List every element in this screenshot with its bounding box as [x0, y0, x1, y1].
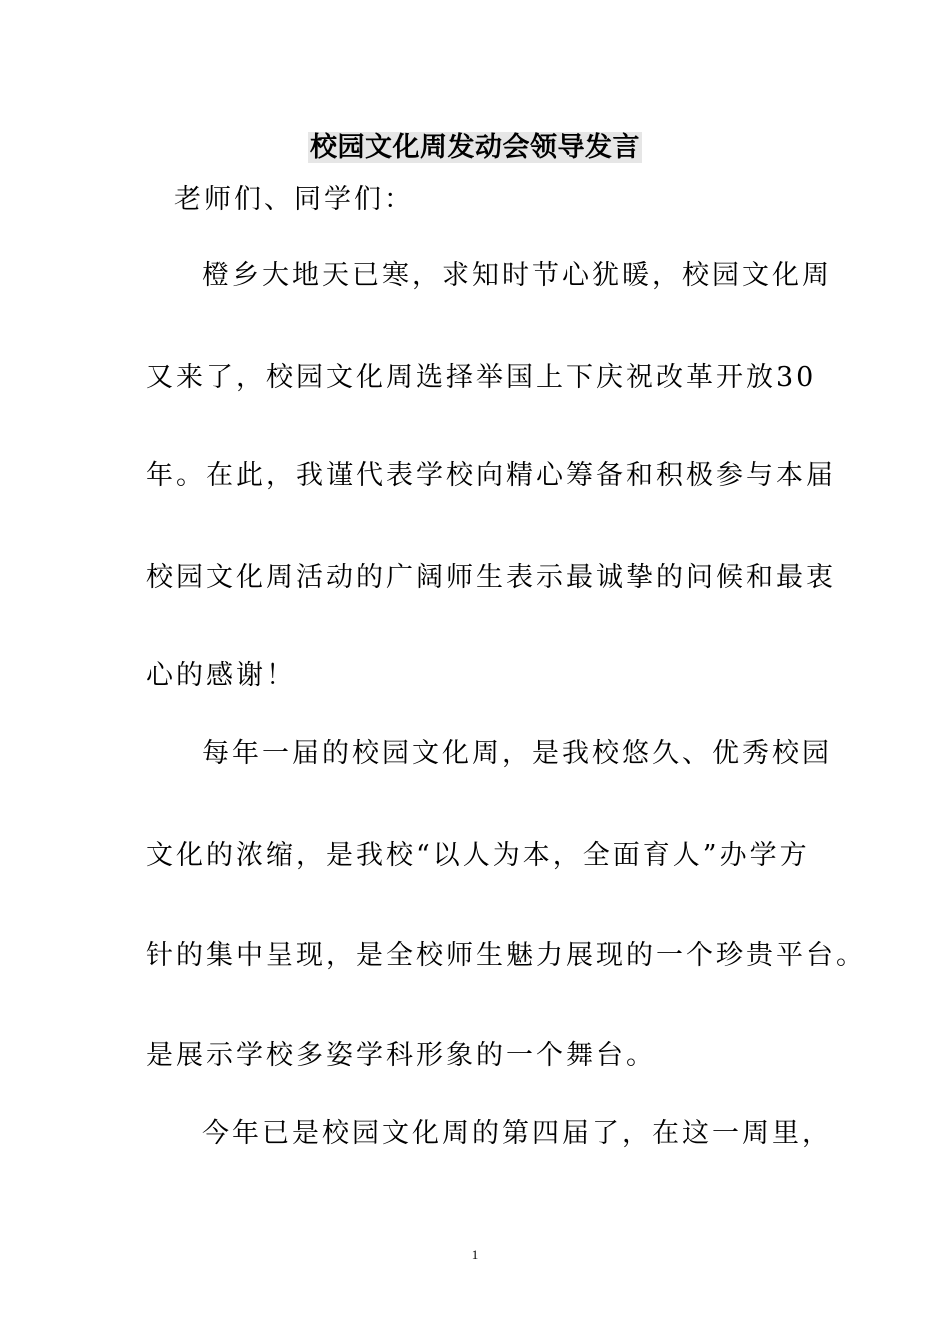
document-title-text: 校园文化周发动会领导发言	[310, 132, 640, 163]
document-title	[0, 128, 950, 168]
paragraph-line: 文化的浓缩，是我校“以人为本，全面育人”办学方	[146, 840, 810, 871]
paragraph-line: 心的感谢！	[146, 660, 296, 691]
paragraph-line: 年。在此，我谨代表学校向精心筹备和积极参与本届	[146, 460, 836, 491]
page-number: 1	[471, 1247, 479, 1262]
salutation-line: 老师们、同学们：	[174, 184, 414, 215]
paragraph-line: 橙乡大地天已寒，求知时节心犹暖，校园文化周	[202, 260, 832, 291]
paragraph-line: 每年一届的校园文化周，是我校悠久、优秀校园	[202, 738, 832, 769]
paragraph-line: 又来了，校园文化周选择举国上下庆祝改革开放30	[146, 362, 817, 393]
paragraph-line: 今年已是校园文化周的第四届了，在这一周里，	[202, 1118, 832, 1149]
paragraph-line: 是展示学校多姿学科形象的一个舞台。	[146, 1040, 656, 1071]
paragraph-line: 校园文化周活动的广阔师生表示最诚挚的问候和最衷	[146, 562, 836, 593]
paragraph-line: 针的集中呈现，是全校师生魅力展现的一个珍贵平台。	[146, 940, 866, 971]
